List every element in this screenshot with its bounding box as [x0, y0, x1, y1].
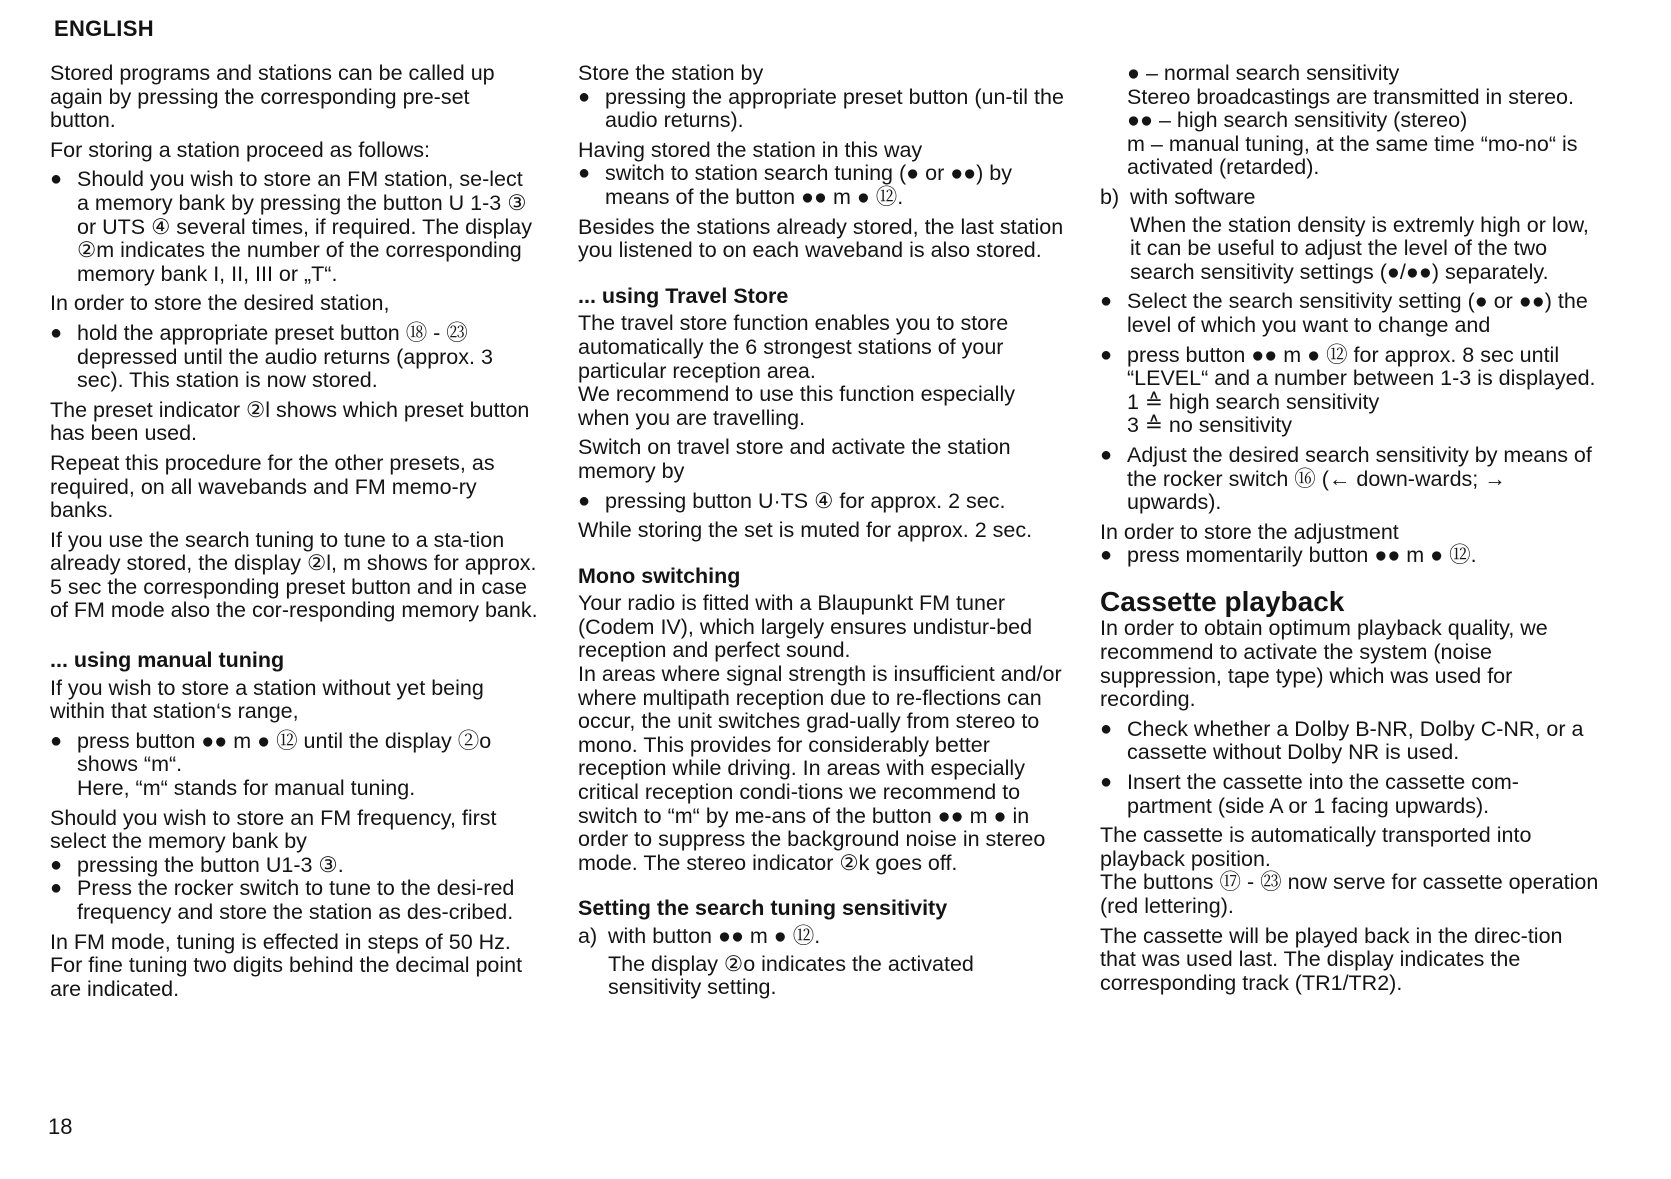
- bullet-item: ● pressing the appropriate preset button (un-til the audio returns).: [578, 86, 1068, 133]
- bullet-note: 3 ≙ no sensitivity: [1127, 413, 1292, 438]
- paragraph: Store the station by: [578, 61, 764, 85]
- sensitivity-line: ● – normal search sensitivity: [1127, 61, 1400, 85]
- section-heading-mono-switching: Mono switching: [578, 563, 741, 588]
- bullet-note: Here, “m“ stands for manual tuning.: [77, 776, 416, 801]
- list-item-text: with button ●● m ● ⑫.: [608, 924, 821, 948]
- bullet-item: ● Should you wish to store an FM station, se-lect a memory bank by pressing the button U 1-3 ③ or UTS ④ several times, if required. The display ②m indicates the number of the corresponding memory bank I, II, III or „T“.: [50, 168, 538, 286]
- paragraph: Having stored the station in this way: [578, 137, 923, 162]
- paragraph: For storing a station proceed as follows:: [50, 137, 431, 162]
- paragraph: Should you wish to store an FM frequency, first select the memory bank by: [50, 805, 497, 854]
- bullet-item: ● Check whether a Dolby B-NR, Dolby C-NR, or a cassette without Dolby NR is used.: [1100, 718, 1600, 765]
- paragraph: In order to store the adjustment: [1100, 519, 1399, 544]
- section-heading-cassette-playback: Cassette playback: [1100, 585, 1345, 617]
- column-2: [578, 62, 1068, 1006]
- paragraph: In order to store the desired station,: [50, 291, 390, 316]
- list-marker: a): [578, 924, 598, 948]
- paragraph: Stored programs and stations can be called up again by pressing the corresponding pre-set button.: [50, 61, 495, 133]
- paragraph: Repeat this procedure for the other presets, as required, on all wavebands and FM memo-ry banks.: [50, 450, 495, 523]
- page-number: 18: [48, 1114, 73, 1139]
- paragraph: The cassette is automatically transported into playback position.: [1100, 823, 1532, 871]
- paragraph: While storing the set is muted for approx. 2 sec.: [578, 518, 1033, 543]
- paragraph: In areas where signal strength is insufficient and/or where multipath reception due to re-flections can occur, the unit switches grad-ually from stereo to mono. This provides for considerably better reception while driving. In areas with especially critical reception condi-tions we recommend to switch to “m“ by me-ans of the button ●● m ● in order to suppress the background noise in stereo mode. The stereo indicator ②k goes off.: [578, 662, 1062, 875]
- bullet-item: ● pressing button U·TS ④ for approx. 2 sec.: [578, 490, 1068, 514]
- section-heading-search-sensitivity: Setting the search tuning sensitivity: [578, 896, 948, 921]
- list-item-a: [578, 925, 1068, 949]
- paragraph: If you wish to store a station without yet being within that station‘s range,: [50, 675, 484, 724]
- column-1: [50, 62, 538, 1007]
- sensitivity-line: m – manual tuning, at the same time “mo-no“ is activated (retarded).: [1127, 131, 1578, 180]
- bullet-item: ● Press the rocker switch to tune to the desi-red frequency and store the station as des-cribed.: [50, 877, 538, 924]
- paragraph: The preset indicator ②l shows which preset button has been used.: [50, 397, 530, 446]
- bullet-item: ● switch to station search tuning (● or ●●) by means of the button ●● m ● ⑫.: [578, 162, 1068, 209]
- list-item-note: When the station density is extremly high or low, it can be useful to adjust the level of the two search sensitivity settings (●/●●) separately.: [1130, 212, 1589, 284]
- bullet-item: ● pressing the button U1-3 ③.: [50, 854, 538, 878]
- bullet-item: ● Insert the cassette into the cassette com-partment (side A or 1 facing upwards).: [1100, 771, 1600, 818]
- bullet-item: ● press button ●● m ● ⑫ for approx. 8 sec until “LEVEL“ and a number between 1-3 is displayed.: [1100, 344, 1600, 391]
- section-heading-travel-store: ... using Travel Store: [578, 283, 789, 308]
- section-heading-manual-tuning: ... using manual tuning: [50, 648, 285, 673]
- bullet-item: ● Select the search sensitivity setting (● or ●●) the level of which you want to change and: [1100, 290, 1600, 337]
- sensitivity-line: Stereo broadcastings are transmitted in stereo.: [1127, 84, 1574, 109]
- bullet-item: ● hold the appropriate preset button ⑱ - ㉓ depressed until the audio returns (approx. 3 sec). This station is now stored.: [50, 322, 538, 393]
- list-item-b: [1100, 186, 1600, 210]
- sensitivity-line: ●● – high search sensitivity (stereo): [1127, 108, 1468, 133]
- column-3: [1100, 62, 1600, 1001]
- paragraph: If you use the search tuning to tune to a sta-tion already stored, the display ②l, m shows for approx. 5 sec the corresponding preset button and in case of FM mode also the cor-responding memory bank.: [50, 527, 538, 623]
- bullet-note: 1 ≙ high search sensitivity: [1127, 389, 1380, 414]
- paragraph: Besides the stations already stored, the last station you listened to on each waveband is also stored.: [578, 214, 1064, 263]
- bullet-item: ● press momentarily button ●● m ● ⑫.: [1100, 544, 1600, 568]
- bullet-item: ● Adjust the desired search sensitivity by means of the rocker switch ⑯ (← down-wards; → upwards).: [1100, 444, 1600, 515]
- bullet-item: ● press button ●● m ● ⑫ until the display ②o shows “m“.: [50, 730, 538, 777]
- paragraph: The cassette will be played back in the direc-tion that was used last. The display indicates the corresponding track (TR1/TR2).: [1100, 923, 1563, 995]
- paragraph: The travel store function enables you to store automatically the 6 strongest stations of your particular reception area.: [578, 311, 1009, 383]
- paragraph: The buttons ⑰ - ㉓ now serve for cassette operation (red lettering).: [1100, 870, 1599, 918]
- paragraph: In FM mode, tuning is effected in steps of 50 Hz.: [50, 929, 511, 954]
- language-heading: ENGLISH: [54, 16, 154, 41]
- list-item-text: with software: [1130, 184, 1256, 209]
- paragraph: Switch on travel store and activate the station memory by: [578, 435, 1011, 483]
- paragraph: In order to obtain optimum playback quality, we recommend to activate the system (noise suppression, tape type) which was used for recording.: [1100, 616, 1548, 712]
- paragraph: We recommend to use this function especially when you are travelling.: [578, 382, 1015, 430]
- paragraph: For fine tuning two digits behind the decimal point are indicated.: [50, 953, 523, 1001]
- paragraph: Your radio is fitted with a Blaupunkt FM tuner (Codem IV), which largely ensures undistur-bed reception and perfect sound.: [578, 591, 1033, 663]
- list-marker: b): [1100, 184, 1120, 209]
- list-item-note: The display ②o indicates the activated sensitivity setting.: [608, 951, 974, 1000]
